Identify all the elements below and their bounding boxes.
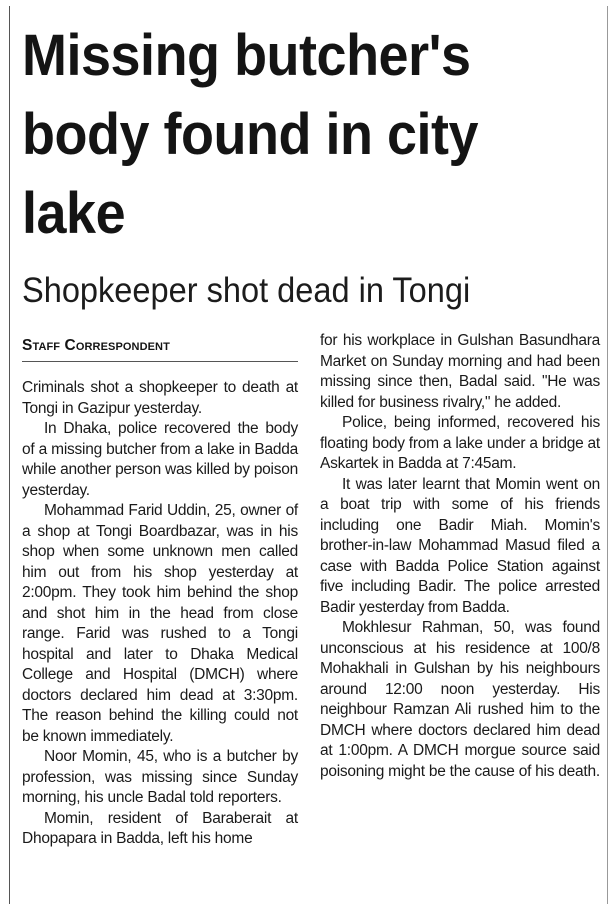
right-column bbox=[320, 331, 600, 782]
left-border-rule bbox=[9, 6, 10, 904]
paragraph: Momin, resident of Baraberait at Dhopapara in Badda, left his home bbox=[22, 809, 298, 847]
paragraph: Mokhlesur Rahman, 50, was found unconscious at his residence at 100/8 Mohakhali in Gulshan by his neighbours around 12:00 noon yesterday. His neighbour Ramzan Ali rushed him to the DMCH where doctors declared him dead at 1:00pm. A DMCH morgue source said poisoning might be the cause of his death. bbox=[320, 619, 600, 780]
left-column bbox=[22, 378, 298, 850]
byline: Staff Correspondent bbox=[22, 337, 170, 354]
paragraph: Mohammad Farid Uddin, 25, owner of a shop at Tongi Boardbazar, was in his shop when some unknown men called him out from his shop yesterday at 2:00pm. They took him behind the shop and shot him in the head from close range. Farid was rushed to a Tongi hospital and later to Dhaka Medical College and Hospital (DMCH) where doctors declared him dead at 3:30pm. The reason behind the killing could not be known immediately. bbox=[22, 502, 298, 745]
right-border-rule bbox=[607, 6, 608, 904]
paragraph: Police, being informed, recovered his floating body from a lake under a bridge at Askartek in Badda at 7:45am. bbox=[320, 414, 600, 472]
paragraph: Noor Momin, 45, who is a butcher by profession, was missing since Sunday morning, his uncle Badal told reporters. bbox=[22, 748, 298, 806]
paragraph-continued: for his workplace in Gulshan Basundhara Market on Sunday morning and had been missing since then, Badal said. "He was killed for business rivalry," he added. bbox=[320, 332, 600, 411]
paragraph: In Dhaka, police recovered the body of a missing butcher from a lake in Badda while another person was killed by poison yesterday. bbox=[22, 420, 298, 499]
subheadline: Shopkeeper shot dead in Tongi bbox=[22, 271, 471, 310]
paragraph: It was later learnt that Momin went on a boat trip with some of his friends including one Badir Miah. Momin's brother-in-law Mohammad Masud filed a case with Badda Police Station against five including Badir. The police arrested Badir yesterday from Badda. bbox=[320, 475, 600, 616]
headline: Missing butcher's body found in city lake bbox=[22, 23, 479, 246]
paragraph: Criminals shot a shopkeeper to death at Tongi in Gazipur yesterday. bbox=[22, 379, 298, 417]
byline-divider bbox=[22, 361, 298, 362]
